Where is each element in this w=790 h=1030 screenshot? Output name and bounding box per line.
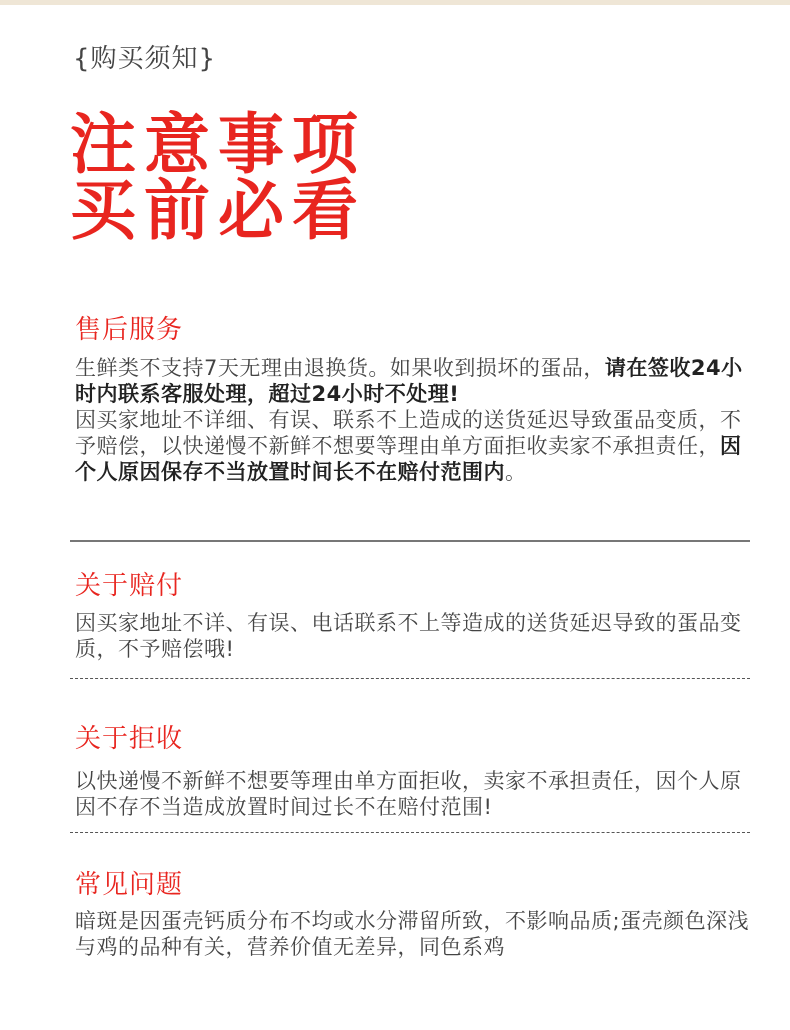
after-sales-text-3: 。 <box>505 460 527 484</box>
section-text-rejection: 以快递慢不新鲜不想要等理由单方面拒收，卖家不承担责任，因个人原因不存不当造成放置时间过长不在赔付范围! <box>75 769 742 819</box>
section-title-rejection: 关于拒收 <box>75 724 184 754</box>
main-title-line1: 注意事项 <box>70 106 366 183</box>
purchase-notice-tag: {购买须知} <box>73 44 217 74</box>
after-sales-text-1: 生鲜类不支持7天无理由退换货。如果收到损坏的蛋品， <box>75 356 605 380</box>
after-sales-text-2: 因买家地址不详细、有误、联系不上造成的送货延迟导致蛋品变质，不予赔偿，以快递慢不新鲜不想要等理由单方面拒收卖家不承担责任， <box>75 408 742 458</box>
section-title-after-sales: 售后服务 <box>75 315 184 345</box>
divider-solid <box>70 540 750 542</box>
top-strip <box>0 0 790 5</box>
section-title-faq: 常见问题 <box>75 870 184 900</box>
main-title-line2: 买前必看 <box>70 172 366 249</box>
divider-dashed-2 <box>70 832 750 833</box>
section-text-compensation: 因买家地址不详、有误、电话联系不上等造成的送货延迟导致的蛋品变质，不予赔偿哦! <box>75 611 742 661</box>
section-text-faq: 暗斑是因蛋壳钙质分布不均或水分滞留所致，不影响品质;蛋壳颜色深浅与鸡的品种有关，营养价值无差异，同色系鸡 <box>75 909 750 959</box>
after-sales-bold-1: 请在签收24小时内联系客服处理，超过24小时不处理! <box>75 356 743 406</box>
section-text-after-sales <box>75 355 755 485</box>
section-title-compensation: 关于赔付 <box>75 571 184 601</box>
divider-dashed-1 <box>70 678 750 679</box>
after-sales-bold-2: 因个人原因保存不当放置时间长不在赔付范围内 <box>75 434 742 484</box>
